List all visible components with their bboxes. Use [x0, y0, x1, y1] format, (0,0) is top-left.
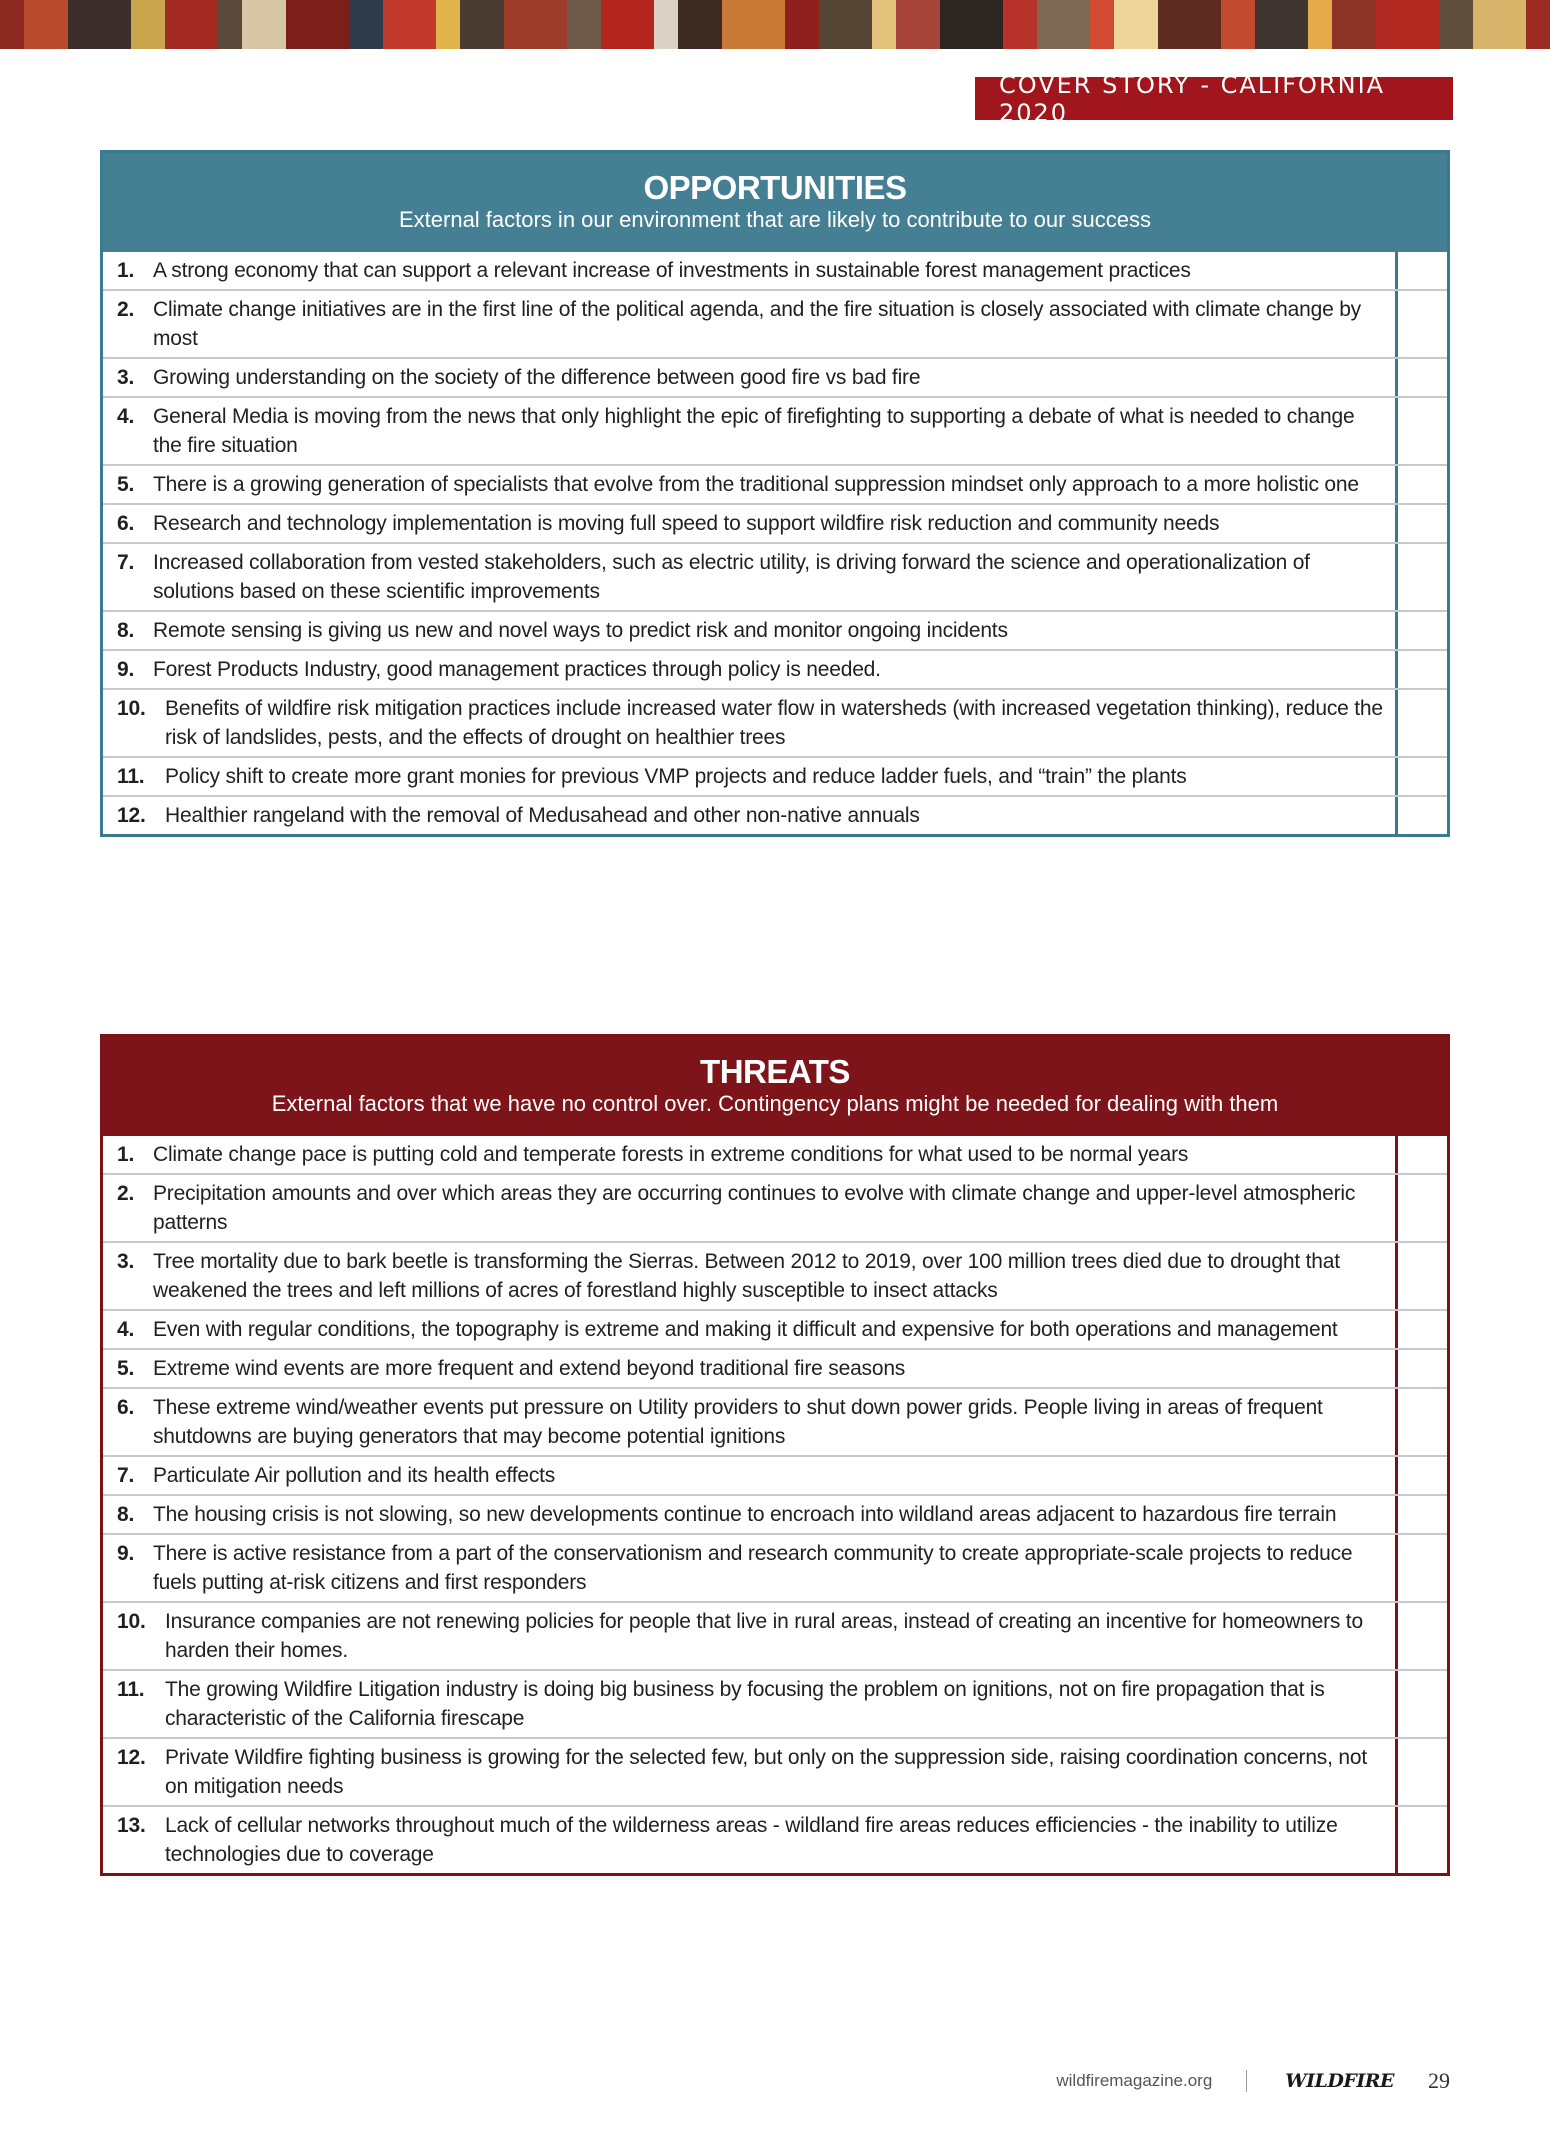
band-stripe — [819, 0, 872, 49]
item-text: The housing crisis is not slowing, so new developments continue to encroach into wildland areas adjacent to hazardous fire terrain — [153, 1503, 1337, 1526]
band-stripe — [218, 0, 242, 49]
band-stripe — [1308, 0, 1332, 49]
item-number: 3. — [117, 366, 135, 389]
band-stripe — [1090, 0, 1114, 49]
threats-row — [103, 1494, 1447, 1533]
threats-item — [103, 1175, 1395, 1241]
checkbox-cell[interactable] — [1395, 651, 1447, 688]
magazine-logo: WILDFIRE — [1285, 2070, 1394, 2092]
opportunities-item — [103, 797, 1395, 834]
item-text: Increased collaboration from vested stakeholders, such as electric utility, is driving forward the science and operationalization of solutions based on these scientific improvements — [153, 551, 1310, 603]
opportunities-item — [103, 466, 1395, 503]
item-number: 6. — [117, 512, 135, 535]
item-text: Climate change pace is putting cold and temperate forests in extreme conditions for what used to be normal years — [153, 1143, 1189, 1166]
item-number: 12. — [117, 804, 146, 827]
item-number: 13. — [117, 1814, 146, 1837]
band-stripe — [678, 0, 722, 49]
item-number: 9. — [117, 658, 135, 681]
band-stripe — [654, 0, 678, 49]
threats-list — [103, 1136, 1447, 1873]
band-stripe — [1473, 0, 1526, 49]
band-stripe — [1114, 0, 1158, 49]
opportunities-item — [103, 359, 1395, 396]
threats-panel — [100, 1034, 1450, 1876]
checkbox-cell[interactable] — [1395, 1535, 1447, 1601]
threats-subtitle: External factors that we have no control over. Contingency plans might be needed for dealing with them — [271, 1091, 1279, 1116]
threats-item — [103, 1671, 1395, 1737]
opportunities-item — [103, 398, 1395, 464]
item-number: 11. — [117, 765, 145, 788]
checkbox-cell[interactable] — [1395, 291, 1447, 357]
item-text: Climate change initiatives are in the first line of the political agenda, and the fire situation is closely associated with climate change by most — [153, 298, 1361, 350]
opportunities-item — [103, 505, 1395, 542]
item-number: 5. — [117, 473, 135, 496]
threats-item — [103, 1457, 1395, 1494]
item-text: Extreme wind events are more frequent and extend beyond traditional fire seasons — [153, 1357, 906, 1380]
checkbox-cell[interactable] — [1395, 398, 1447, 464]
threats-row — [103, 1241, 1447, 1309]
item-text: There is a growing generation of specialists that evolve from the traditional suppression mindset only approach to a more holistic one — [153, 473, 1359, 496]
checkbox-cell[interactable] — [1395, 1311, 1447, 1348]
section-tag-label: COVER STORY - CALIFORNIA 2020 — [999, 70, 1386, 127]
band-stripe — [1003, 0, 1037, 49]
page-number: 29 — [1428, 2068, 1450, 2093]
opportunities-row — [103, 688, 1447, 756]
checkbox-cell[interactable] — [1395, 1807, 1447, 1873]
checkbox-cell[interactable] — [1395, 359, 1447, 396]
band-stripe — [940, 0, 1003, 49]
threats-row — [103, 1455, 1447, 1494]
item-number: 11. — [117, 1678, 145, 1701]
threats-item — [103, 1496, 1395, 1533]
item-number: 3. — [117, 1250, 135, 1273]
item-number: 6. — [117, 1396, 135, 1419]
band-stripe — [567, 0, 601, 49]
item-text: Private Wildfire fighting business is growing for the selected few, but only on the suppression side, raising coordination concerns, not on mitigation needs — [165, 1746, 1367, 1798]
checkbox-cell[interactable] — [1395, 1350, 1447, 1387]
checkbox-cell[interactable] — [1395, 252, 1447, 289]
band-stripe — [1221, 0, 1255, 49]
band-stripe — [460, 0, 504, 49]
page-footer — [1056, 2066, 1450, 2096]
item-number: 1. — [117, 1143, 135, 1166]
item-text: General Media is moving from the news that only highlight the epic of firefighting to supporting a debate of what is needed to change the fire situation — [153, 405, 1355, 457]
band-stripe — [785, 0, 819, 49]
item-text: Even with regular conditions, the topography is extreme and making it difficult and expensive for both operations and management — [153, 1318, 1338, 1341]
item-text: Healthier rangeland with the removal of Medusahead and other non-native annuals — [165, 804, 920, 827]
threats-item — [103, 1350, 1395, 1387]
section-tag — [975, 70, 1453, 127]
opportunities-item — [103, 758, 1395, 795]
threats-row — [103, 1309, 1447, 1348]
threats-item — [103, 1243, 1395, 1309]
opportunities-row — [103, 649, 1447, 688]
band-stripe — [383, 0, 436, 49]
item-text: Remote sensing is giving us new and novel ways to predict risk and monitor ongoing incidents — [153, 619, 1008, 642]
band-stripe — [0, 0, 24, 49]
opportunities-row — [103, 503, 1447, 542]
band-stripe — [1332, 0, 1376, 49]
opportunities-title: OPPORTUNITIES — [643, 169, 907, 206]
footer-website[interactable]: wildfiremagazine.org — [1056, 2071, 1213, 2090]
band-stripe — [349, 0, 383, 49]
item-text: Particulate Air pollution and its health effects — [153, 1464, 556, 1487]
threats-row — [103, 1601, 1447, 1669]
band-stripe — [131, 0, 165, 49]
item-text: Benefits of wildfire risk mitigation practices include increased water flow in watersheds (with increased vegetation thinking), reduce the risk of landslides, pests, and the effects of drought on healthier trees — [165, 697, 1383, 749]
threats-item — [103, 1603, 1395, 1669]
checkbox-cell[interactable] — [1395, 797, 1447, 834]
band-stripe — [722, 0, 785, 49]
threats-item — [103, 1535, 1395, 1601]
item-number: 10. — [117, 697, 146, 720]
opportunities-item — [103, 612, 1395, 649]
checkbox-cell[interactable] — [1395, 1603, 1447, 1669]
threats-row — [103, 1533, 1447, 1601]
band-stripe — [504, 0, 567, 49]
threats-item — [103, 1136, 1395, 1173]
item-number: 8. — [117, 619, 135, 642]
threats-row — [103, 1387, 1447, 1455]
band-stripe — [68, 0, 131, 49]
threats-item — [103, 1311, 1395, 1348]
checkbox-cell[interactable] — [1395, 1175, 1447, 1241]
band-stripe — [24, 0, 68, 49]
threats-row — [103, 1669, 1447, 1737]
item-text: A strong economy that can support a relevant increase of investments in sustainable forest management practices — [153, 259, 1191, 282]
band-stripe — [242, 0, 286, 49]
band-stripe — [1439, 0, 1473, 49]
opportunities-row — [103, 289, 1447, 357]
band-stripe — [286, 0, 349, 49]
opportunities-row — [103, 464, 1447, 503]
opportunities-item — [103, 291, 1395, 357]
checkbox-cell[interactable] — [1395, 1389, 1447, 1455]
opportunities-row — [103, 795, 1447, 834]
opportunities-row — [103, 542, 1447, 610]
opportunities-row — [103, 252, 1447, 289]
band-stripe — [601, 0, 654, 49]
item-text: Research and technology implementation is moving full speed to support wildfire risk reduction and community needs — [153, 512, 1220, 535]
item-text: These extreme wind/weather events put pressure on Utility providers to shut down power grids. People living in areas of frequent shutdowns are buying generators that may become potential ignitions — [153, 1396, 1323, 1448]
item-number: 8. — [117, 1503, 135, 1526]
checkbox-cell[interactable] — [1395, 1136, 1447, 1173]
item-number: 5. — [117, 1357, 135, 1380]
checkbox-cell[interactable] — [1395, 1243, 1447, 1309]
checkbox-cell[interactable] — [1395, 1457, 1447, 1494]
opportunities-row — [103, 610, 1447, 649]
band-stripe — [165, 0, 218, 49]
threats-row — [103, 1173, 1447, 1241]
threats-row — [103, 1136, 1447, 1173]
threats-title: THREATS — [700, 1053, 850, 1090]
opportunities-item — [103, 544, 1395, 610]
item-text: Lack of cellular networks throughout much of the wilderness areas - wildland fire areas reduces efficiencies - the inability to utilize technologies due to coverage — [165, 1814, 1338, 1866]
opportunities-subtitle: External factors in our environment that are likely to contribute to our success — [398, 207, 1152, 232]
checkbox-cell[interactable] — [1395, 758, 1447, 795]
item-text: Policy shift to create more grant monies for previous VMP projects and reduce ladder fuels, and “train” the plants — [165, 765, 1187, 788]
item-number: 4. — [117, 1318, 135, 1341]
checkbox-cell[interactable] — [1395, 466, 1447, 503]
threats-row — [103, 1348, 1447, 1387]
item-number: 1. — [117, 259, 135, 282]
threats-row — [103, 1805, 1447, 1873]
band-stripe — [896, 0, 940, 49]
checkbox-cell[interactable] — [1395, 1739, 1447, 1805]
footer-divider — [1246, 2070, 1247, 2092]
opportunities-item — [103, 690, 1395, 756]
item-number: 9. — [117, 1542, 135, 1565]
band-stripe — [1037, 0, 1090, 49]
opportunities-item — [103, 252, 1395, 289]
band-stripe — [436, 0, 460, 49]
item-number: 2. — [117, 298, 135, 321]
item-text: There is active resistance from a part of the conservationism and research community to create appropriate-scale projects to reduce fuels putting at-risk citizens and first responders — [153, 1542, 1353, 1594]
threats-header — [103, 1037, 1447, 1136]
opportunities-panel — [100, 150, 1450, 837]
threats-row — [103, 1737, 1447, 1805]
item-number: 7. — [117, 1464, 135, 1487]
band-stripe — [1158, 0, 1221, 49]
item-text: The growing Wildfire Litigation industry is doing big business by focusing the problem on ignitions, not on fire propagation that is characteristic of the California firescape — [165, 1678, 1325, 1730]
item-number: 12. — [117, 1746, 146, 1769]
band-stripe — [1526, 0, 1550, 49]
item-text: Growing understanding on the society of the difference between good fire vs bad fire — [153, 366, 921, 389]
opportunities-header — [103, 153, 1447, 252]
decorative-top-band — [0, 0, 1550, 49]
item-text: Insurance companies are not renewing policies for people that live in rural areas, instead of creating an incentive for homeowners to harden their homes. — [165, 1610, 1363, 1662]
item-text: Tree mortality due to bark beetle is transforming the Sierras. Between 2012 to 2019, over 100 million trees died due to drought that weakened the trees and left millions of acres of forestland highly susceptible to insect attacks — [153, 1250, 1340, 1302]
item-text: Precipitation amounts and over which areas they are occurring continues to evolve with climate change and upper-level atmospheric patterns — [153, 1182, 1356, 1234]
threats-item — [103, 1389, 1395, 1455]
band-stripe — [872, 0, 896, 49]
checkbox-cell[interactable] — [1395, 612, 1447, 649]
item-text: Forest Products Industry, good management practices through policy is needed. — [153, 658, 881, 681]
opportunities-row — [103, 396, 1447, 464]
checkbox-cell[interactable] — [1395, 690, 1447, 756]
opportunities-item — [103, 651, 1395, 688]
band-stripe — [1255, 0, 1308, 49]
item-number: 10. — [117, 1610, 146, 1633]
opportunities-row — [103, 756, 1447, 795]
item-number: 4. — [117, 405, 135, 428]
checkbox-cell[interactable] — [1395, 544, 1447, 610]
band-stripe — [1376, 0, 1439, 49]
checkbox-cell[interactable] — [1395, 1671, 1447, 1737]
checkbox-cell[interactable] — [1395, 1496, 1447, 1533]
threats-item — [103, 1807, 1395, 1873]
opportunities-list — [103, 252, 1447, 834]
threats-item — [103, 1739, 1395, 1805]
item-number: 2. — [117, 1182, 135, 1205]
item-number: 7. — [117, 551, 135, 574]
opportunities-row — [103, 357, 1447, 396]
checkbox-cell[interactable] — [1395, 505, 1447, 542]
